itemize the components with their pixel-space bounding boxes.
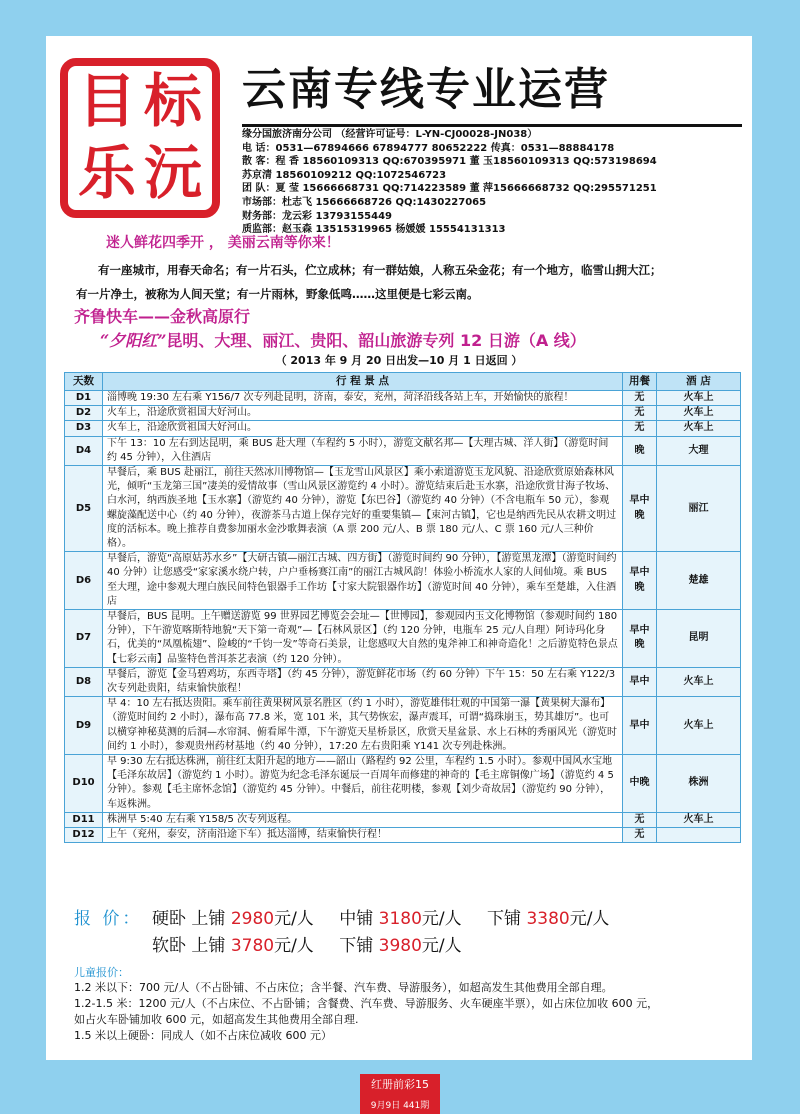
header-hotel: 酒 店 [657, 373, 741, 391]
price-unit: 元/人 [569, 909, 610, 929]
contact-line: 缘分国旅济南分公司 （经营许可证号：L-YN-CJ00028-JN038） [242, 129, 538, 140]
meals-cell: 早中晚 [623, 552, 657, 610]
tour-title [100, 328, 720, 351]
page-title: 云南专线专业运营 [242, 64, 610, 115]
hotel-cell: 火车上 [657, 697, 741, 755]
itinerary-cell: 淄博晚 19:30 左右乘 Y156/7 次专列赴昆明，济南，泰安，兖州，菏泽沿线各站上车，开始愉快的旅程！ [103, 391, 623, 406]
table-row [65, 828, 741, 843]
hotel-cell: 火车上 [657, 391, 741, 406]
day-cell: D11 [65, 812, 103, 827]
day-cell: D8 [65, 667, 103, 696]
hard-middle-price: 3180 [378, 909, 422, 929]
soft-sleeper-type: 软卧 [152, 936, 186, 956]
hotel-cell: 火车上 [657, 667, 741, 696]
hotel-cell: 株洲 [657, 755, 741, 813]
day-cell: D2 [65, 406, 103, 421]
meals-cell: 早中 [623, 667, 657, 696]
hotel-cell: 大理 [657, 436, 741, 465]
itinerary-cell: 火车上，沿途欣赏祖国大好河山。 [103, 406, 623, 421]
contact-line: 质监部：赵玉森 13515319965 杨媛媛 15554131313 [242, 224, 506, 236]
flyer-page [46, 36, 752, 1060]
soft-lower-label: 下铺 [339, 936, 374, 956]
itinerary-cell: 株洲早 5:40 左右乘 Y158/5 次专列返程。 [103, 812, 623, 827]
footer-issue: 红册前彩15 [371, 1078, 429, 1091]
kids-price-line: 1.2 米以下：700 元/人（不占卧铺、不占床位；含半餐、汽车费、导游服务），如超高发生其他费用全部自理。 [74, 981, 613, 994]
hard-lower-price: 3380 [526, 909, 570, 929]
contact-info [242, 128, 748, 237]
hard-sleeper-type: 硬卧 [152, 909, 186, 929]
logo-char: 目 [78, 67, 137, 135]
contact-line: 电 话：0531—67894666 67894777 80652222 传真：0531—88884178 [242, 142, 615, 154]
intro-text [76, 258, 740, 306]
tour-dates: （ 2013 年 9 月 20 日出发—10 月 1 日返回 ） [275, 354, 523, 367]
intro-line: 有一座城市，用春天命名；有一片石头，伫立成林；有一群姑娘，人称五朵金花；有一个地方，临雪山拥大江； [98, 263, 662, 277]
day-cell: D10 [65, 755, 103, 813]
table-row [65, 436, 741, 465]
logo-char: 标 [144, 67, 203, 135]
price-section [74, 906, 744, 960]
day-cell: D1 [65, 391, 103, 406]
header-itinerary: 行 程 景 点 [103, 373, 623, 391]
itinerary-cell: 早餐后，游览【金马碧鸡坊，东西寺塔】（约 45 分钟），游览鲜花市场（约 60 分钟）下午 15：50 左右乘 Y122/3 次专列赴贵阳，结束愉快旅程！ [103, 667, 623, 696]
price-unit: 元/人 [274, 936, 314, 956]
price-unit: 元/人 [274, 909, 314, 929]
itinerary-cell: 早餐后，游览“高原姑苏水乡”【大研古镇—丽江古城、四方街】（游览时间约 90 分钟），【游览黑龙潭】（游览时间约 40 分钟）让您感受“家家溪水绕户转，户户垂杨赛江南”的丽江古城风韵！体验小桥流水人家的人间仙境。乘 BUS 至大理，途中参观大理白族民间特色银器手工作坊【寸家大院银器作坊】（游览时间 40 分钟），乘车至楚雄，入住酒店 [103, 552, 623, 610]
table-row [65, 406, 741, 421]
table-row [65, 391, 741, 406]
hard-middle-label: 中铺 [339, 909, 374, 929]
itinerary-cell: 火车上，沿途欣赏祖国大好河山。 [103, 421, 623, 436]
contact-line: 散 客：程 香 18560109313 QQ:670395971 董 玉18560109313 QQ:573198694 [242, 156, 657, 168]
tour-brand: “夕阳红” [100, 331, 167, 350]
kids-price-line: 1.2-1.5 米：1200 元/人（不占床位、不占卧铺；含餐费、汽车费、导游服务、火车硬座半票），如占床位加收 600 元， [74, 997, 659, 1010]
table-row [65, 755, 741, 813]
itinerary-cell: 上午（兖州，泰安，济南沿途下车）抵达淄博，结束愉快行程！ [103, 828, 623, 843]
tour-subtitle: 齐鲁快车——金秋高原行 [74, 307, 251, 326]
meals-cell: 无 [623, 812, 657, 827]
hotel-cell: 火车上 [657, 406, 741, 421]
soft-upper-price: 3780 [230, 936, 275, 956]
meals-cell: 早中晚 [623, 466, 657, 552]
footer-date: 9月9日 441期 [370, 1101, 430, 1111]
day-cell: D6 [65, 552, 103, 610]
hard-upper-label: 上铺 [191, 909, 226, 929]
table-row [65, 697, 741, 755]
intro-line: 有一片净土，被称为人间天堂；有一片雨林，野象低鸣……这里便是七彩云南。 [76, 287, 479, 301]
hard-upper-price: 2980 [230, 909, 275, 929]
brand-logo [60, 58, 220, 218]
title-divider [242, 124, 742, 127]
hotel-cell: 火车上 [657, 421, 741, 436]
meals-cell: 中晚 [623, 755, 657, 813]
price-unit: 元/人 [421, 936, 462, 956]
hotel-cell: 昆明 [657, 610, 741, 668]
table-row [65, 466, 741, 552]
soft-upper-label: 上铺 [191, 936, 226, 956]
day-cell: D9 [65, 697, 103, 755]
table-header-row [65, 373, 741, 391]
kids-price-line: 1.5 米以上硬卧：同成人（如不占床位减收 600 元） [74, 1029, 332, 1042]
meals-cell: 无 [623, 421, 657, 436]
table-row [65, 812, 741, 827]
contact-line: 市场部：杜志飞 15666668726 QQ:1430227065 [242, 196, 487, 208]
itinerary-rows [65, 391, 741, 843]
price-unit: 元/人 [421, 909, 462, 929]
hotel-cell: 火车上 [657, 812, 741, 827]
kids-price-list [74, 980, 744, 1044]
itinerary-table [64, 372, 741, 843]
table-row [65, 610, 741, 668]
logo-char: 沅 [144, 139, 203, 207]
meals-cell: 早中晚 [623, 610, 657, 668]
hotel-cell: 丽江 [657, 466, 741, 552]
meals-cell: 无 [623, 406, 657, 421]
soft-sleeper-row [74, 933, 744, 960]
price-label: 报 价： [74, 909, 143, 929]
day-cell: D3 [65, 421, 103, 436]
meals-cell: 早中 [623, 697, 657, 755]
header-meals: 用餐 [623, 373, 657, 391]
kids-price-line: 如占火车卧铺加收 600 元，如超高发生其他费用全部自理. [74, 1013, 359, 1026]
itinerary-cell: 下午 13：10 左右到达昆明，乘 BUS 赴大理（车程约 5 小时），游览文献名邦—【大理古城、洋人街】（游览时间约 45 分钟），入住酒店 [103, 436, 623, 465]
soft-lower-price: 3980 [378, 936, 422, 956]
hotel-cell [657, 828, 741, 843]
day-cell: D4 [65, 436, 103, 465]
logo-char: 乐 [78, 139, 137, 207]
day-cell: D7 [65, 610, 103, 668]
header-day: 天数 [65, 373, 103, 391]
itinerary-cell: 早餐后，乘 BUS 赴丽江，前往天然冰川博物馆—【玉龙雪山风景区】乘小索道游览玉龙风貌、沿途欣赏原始森林风光，倾听“玉龙第三国”凄美的爱情故事（雪山风景区游览约 4 小时）。游览结束后赴玉水寨，沿途欣赏甘海子牧场、白水河，纳西族圣地【玉水寨】（游览约 40 分钟），游览【东巴谷】（游览约 40 分钟）（不含电瓶车 50 元），参观螺旋藻配送中心（约 40 分钟），夜游茶马古道上保存完好的重要集镇—【束河古镇】，它也是纳西先民从农耕文明过度的活标本。晚上推荐自费参加丽水金沙歌舞表演（A 票 200 元/人、B 票 180 元/人、C 票 160 元/人三种价格）。 [103, 466, 623, 552]
table-row [65, 421, 741, 436]
slogan: 迷人鲜花四季开 ， 美丽云南等你来！ [106, 235, 340, 251]
contact-line: 团 队：夏 莹 15666668731 QQ:714223589 董 萍15666668732 QQ:295571251 [242, 183, 657, 195]
meals-cell: 晚 [623, 436, 657, 465]
contact-line: 苏京清 18560109212 QQ:1072546723 [242, 169, 447, 181]
tour-route: 昆明、大理、丽江、贵阳、韶山旅游专列 12 日游（A 线） [166, 331, 586, 350]
table-row [65, 667, 741, 696]
contact-line: 财务部：龙云彩 13793155449 [242, 210, 393, 222]
day-cell: D5 [65, 466, 103, 552]
meals-cell: 无 [623, 391, 657, 406]
hotel-cell: 楚雄 [657, 552, 741, 610]
kids-price-title: 儿童报价： [74, 966, 129, 979]
table-row [65, 552, 741, 610]
itinerary-cell: 早 9:30 左右抵达株洲，前往红太阳升起的地方——韶山（路程约 92 公里，车程约 1.5 小时）。参观中国风水宝地【毛泽东故居】（游览约 1 小时）。游览为纪念毛泽东诞辰一百周年而修建的神奇的【毛主席铜像广场】（游览约 4 5 分钟）。参观【毛主席怀念馆】（游览约 45 分钟）。中餐后，前往花明楼，参观【刘少奇故居】（游览约 90 分钟），车返株洲。 [103, 755, 623, 813]
meals-cell: 无 [623, 828, 657, 843]
itinerary-cell: 早 4：10 左右抵达贵阳。乘车前往黄果树风景名胜区（约 1 小时），游览雄伟壮观的中国第一瀑【黄果树大瀑布】（游览时间约 2 小时），瀑布高 77.8 米，宽 101 米，其气势恢宏，瀑声震耳，可谓“捣珠崩玉，势其雄厉”。也可以横穿神秘莫测的后洞—水帘洞、俯看犀牛潭，下午游览天星桥景区，欣赏天星盆景、水上石林的秀丽风光（游览时间约 1 小时），参观贵州药材基地（约 40 分钟），17:20 左右贵阳乘 Y141 次专列赴株洲。 [103, 697, 623, 755]
hard-lower-label: 下铺 [487, 909, 522, 929]
day-cell: D12 [65, 828, 103, 843]
itinerary-cell: 早餐后，BUS 昆明。上午赠送游览 99 世界园艺博览会会址—【世博园】，参观园内玉文化博物馆（参观时间约 180 分钟），下午游览喀斯特地貌“天下第一奇观”—【石林风景区】（约 120 分钟，电瓶车 25 元/人自理）阿诗玛化身石，优美的“凤凰梳翅”、险峻的“千钧一发”等奇石美景，让您感叹大自然的鬼斧神工和神奇造化！之后游览特色景点【七彩云南】品鉴特色普洱茶艺表演（约 120 分钟）。 [103, 610, 623, 668]
